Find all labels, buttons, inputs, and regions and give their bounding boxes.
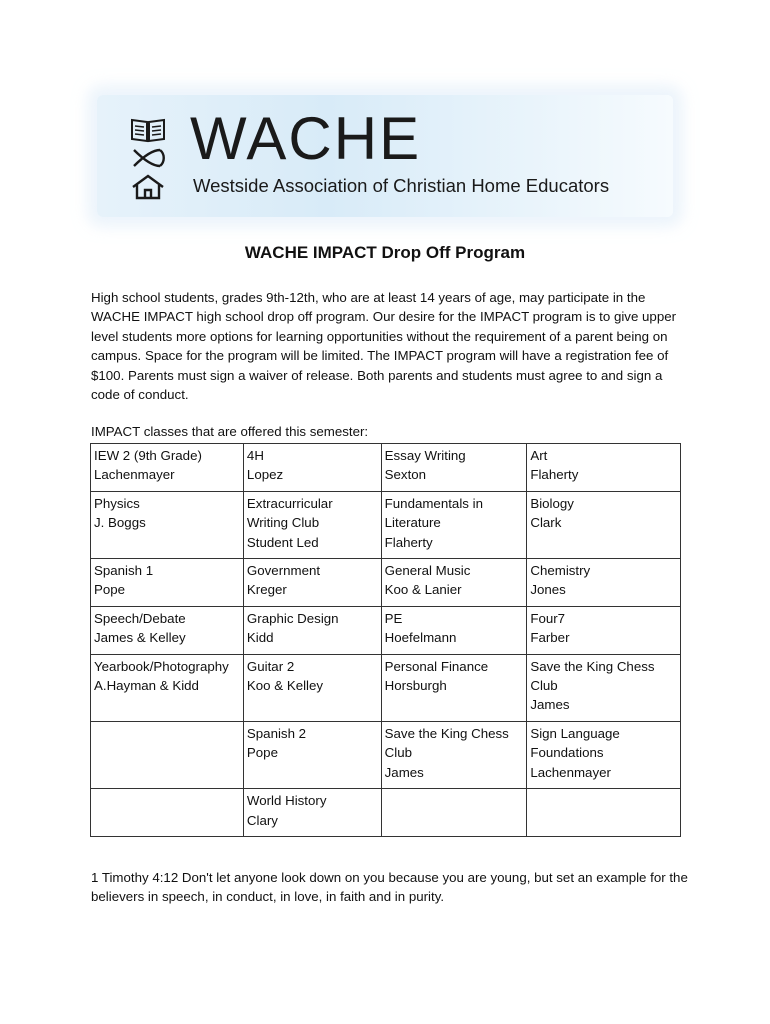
bible-verse: 1 Timothy 4:12 Don't let anyone look down on you because you are young, but set an example for the believers in speech, in conduct, in love, in faith and in purity. — [91, 870, 688, 905]
class-name: Biology — [530, 495, 574, 511]
fish-icon — [130, 146, 166, 170]
class-cell — [381, 444, 527, 492]
class-cell — [91, 789, 244, 837]
logo-icons — [130, 117, 170, 200]
class-detail: Club — [384, 745, 413, 761]
class-name: 4H — [246, 448, 264, 463]
class-name: Personal Finance — [384, 658, 489, 674]
class-detail: Student Led — [246, 534, 319, 550]
class-cell — [527, 559, 681, 607]
class-cell — [243, 559, 381, 607]
class-name: Essay Writing — [384, 448, 466, 463]
class-cell — [243, 654, 381, 721]
class-detail: Sexton — [384, 467, 427, 483]
class-cell — [527, 606, 681, 654]
class-name: Sign Language — [530, 725, 620, 741]
class-detail: Farber — [530, 630, 570, 646]
class-name: IEW 2 (9th Grade) — [94, 448, 202, 463]
class-detail: Pope — [246, 745, 278, 761]
class-detail: Club — [530, 678, 558, 694]
class-name: Spanish 2 — [246, 725, 307, 741]
class-name: Save the King Chess — [530, 658, 655, 674]
class-detail: Clark — [530, 515, 562, 531]
class-name: General Music — [384, 563, 471, 579]
class-detail: Pope — [94, 582, 126, 598]
class-detail: Jones — [530, 582, 566, 598]
class-cell — [91, 721, 244, 788]
class-cell — [381, 789, 527, 837]
class-name: Fundamentals in — [384, 495, 483, 511]
class-cell — [381, 559, 527, 607]
class-name: Spanish 1 — [94, 563, 154, 579]
classes-label: IMPACT classes that are offered this semester: — [91, 424, 369, 439]
class-cell — [527, 444, 681, 492]
class-name: Physics — [94, 495, 140, 511]
table-row — [91, 789, 681, 837]
classes-table — [90, 443, 681, 837]
class-name: Extracurricular — [246, 495, 333, 511]
class-name: Chemistry — [530, 563, 591, 579]
class-cell — [91, 491, 244, 558]
class-detail: James — [384, 764, 424, 780]
class-name: Government — [246, 563, 321, 579]
class-cell — [91, 654, 244, 721]
table-row — [91, 444, 681, 492]
class-cell — [91, 444, 244, 492]
page-title: WACHE IMPACT Drop Off Program — [244, 243, 526, 262]
house-icon — [130, 174, 166, 200]
class-cell — [381, 491, 527, 558]
class-detail: Kidd — [246, 630, 274, 646]
logo-title: WACHE — [190, 105, 422, 172]
class-cell — [91, 606, 244, 654]
class-name: Save the King Chess — [384, 725, 509, 741]
class-detail: Kreger — [246, 582, 287, 598]
class-name: Four7 — [530, 610, 566, 626]
class-detail: Flaherty — [530, 467, 579, 483]
class-cell — [243, 721, 381, 788]
class-detail: Koo & Lanier — [384, 582, 462, 598]
table-row — [91, 606, 681, 654]
class-cell — [527, 654, 681, 721]
class-cell — [381, 721, 527, 788]
class-detail: Lopez — [246, 467, 284, 483]
class-detail: Foundations — [530, 745, 604, 761]
class-detail: Lachenmayer — [94, 467, 175, 483]
class-name: Art — [530, 448, 548, 463]
class-cell — [243, 789, 381, 837]
class-detail: James — [530, 697, 570, 713]
intro-paragraph: High school students, grades 9th-12th, who are at least 14 years of age, may participate in the WACHE IMPACT high school drop off program. Our desire for the IMPACT program is to give upper level students more options for learning opportunities without the requirement of a parent being on campus. Space for the program will be limited. The IMPACT program will have a registration fee of $100. Parents must sign a waiver of release. Both parents and students must agree to and sign a code of conduct. — [91, 290, 677, 403]
class-cell — [243, 606, 381, 654]
class-cell — [527, 491, 681, 558]
class-detail: Koo & Kelley — [246, 678, 324, 694]
class-cell — [527, 721, 681, 788]
class-name: World History — [246, 793, 327, 809]
class-detail: Lachenmayer — [530, 764, 611, 780]
class-detail: Literature — [384, 515, 441, 531]
class-name: Guitar 2 — [246, 658, 295, 674]
class-cell — [381, 606, 527, 654]
table-row — [91, 559, 681, 607]
class-detail: Writing Club — [246, 515, 320, 531]
table-row — [91, 491, 681, 558]
class-detail: A.Hayman & Kidd — [94, 678, 199, 694]
logo-subtitle: Westside Association of Christian Home Educators — [193, 175, 610, 196]
class-detail: Hoefelmann — [384, 630, 457, 646]
class-cell — [243, 444, 381, 492]
class-detail: Flaherty — [384, 534, 433, 550]
class-detail: Clary — [246, 812, 278, 828]
class-name: Graphic Design — [246, 610, 339, 626]
class-detail: Horsburgh — [384, 678, 447, 694]
class-cell — [527, 789, 681, 837]
class-cell — [381, 654, 527, 721]
table-row — [91, 654, 681, 721]
class-name: PE — [384, 610, 403, 626]
class-name: Speech/Debate — [94, 610, 186, 626]
class-cell — [91, 559, 244, 607]
class-name: Yearbook/Photography — [94, 658, 229, 674]
class-detail: J. Boggs — [94, 515, 146, 531]
class-cell — [243, 491, 381, 558]
class-detail: James & Kelley — [94, 630, 186, 646]
table-row — [91, 721, 681, 788]
book-icon — [130, 117, 166, 143]
